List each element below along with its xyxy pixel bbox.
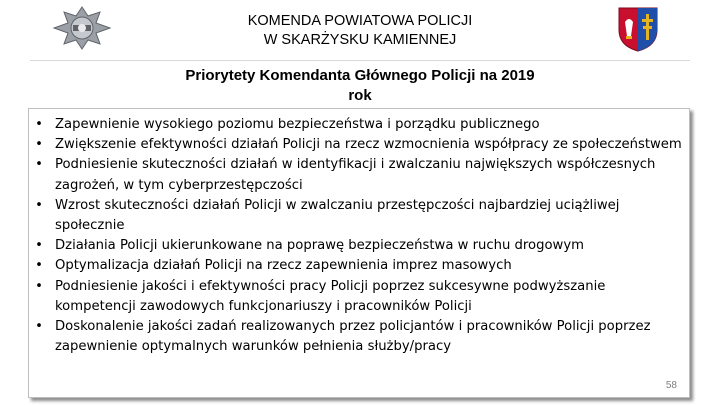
list-item	[29, 155, 689, 195]
list-item	[29, 277, 689, 317]
header-divider	[30, 60, 690, 61]
priorities-list	[29, 115, 689, 357]
list-item	[29, 317, 689, 357]
list-item	[29, 236, 689, 256]
police-badge-icon	[52, 6, 112, 50]
bullet-icon: •	[35, 278, 43, 294]
list-item-text: Doskonalenie jakości zadań realizowanych przez policjantów i pracowników Policji poprzez zapewnienie optymalnych warunków pełnienia służby/pracy	[55, 319, 651, 355]
page-number: 58	[665, 380, 677, 391]
bullet-icon: •	[35, 117, 43, 132]
list-item-text: Optymalizacja działań Policji na rzecz zapewnienia imprez masowych	[55, 258, 512, 274]
bullet-icon: •	[35, 238, 43, 254]
header-title-line: W SKARŻYSKU KAMIENNEJ	[263, 32, 457, 48]
list-item	[29, 115, 689, 135]
county-coat-of-arms-icon	[617, 6, 659, 52]
list-item	[29, 256, 689, 276]
subtitle-line: Priorytety Komendanta Głównego Policji na 2019	[185, 67, 535, 84]
subtitle-line: rok	[348, 87, 372, 104]
header-title-line: KOMENDA POWIATOWA POLICJI	[247, 13, 473, 29]
bullet-icon: •	[35, 319, 43, 335]
list-item-text: Zapewnienie wysokiego poziomu bezpieczeństwa i porządku publicznego	[55, 117, 540, 132]
bullet-icon: •	[35, 258, 43, 274]
list-item-text: Wzrost skuteczności działań Policji w zwalczaniu przestępczości najbardziej uciążliwej społecznie	[55, 197, 620, 234]
list-item-text: Zwiększenie efektywności działań Policji na rzecz wzmocnienia współpracy ze społeczeństwem	[55, 137, 682, 153]
list-item-text: Działania Policji ukierunkowane na poprawę bezpieczeństwa w ruchu drogowym	[55, 238, 584, 254]
page-header-title	[180, 12, 540, 50]
bullet-icon: •	[35, 137, 43, 153]
bullet-icon: •	[35, 157, 43, 173]
bullet-icon: •	[35, 197, 43, 213]
list-item	[29, 196, 689, 236]
page-subtitle	[140, 66, 580, 106]
list-item	[29, 135, 689, 155]
list-item-text: Podniesienie skuteczności działań w identyfikacji i zwalczaniu największych współczesnych zagrożeń, w tym cyberprzestępczości	[55, 157, 656, 193]
priorities-box	[28, 108, 690, 398]
list-item-text: Podniesienie jakości i efektywności pracy Policji poprzez sukcesywne podwyższanie kompetencji zawodowych funkcjonariuszy i pracowników Policji	[55, 278, 606, 314]
